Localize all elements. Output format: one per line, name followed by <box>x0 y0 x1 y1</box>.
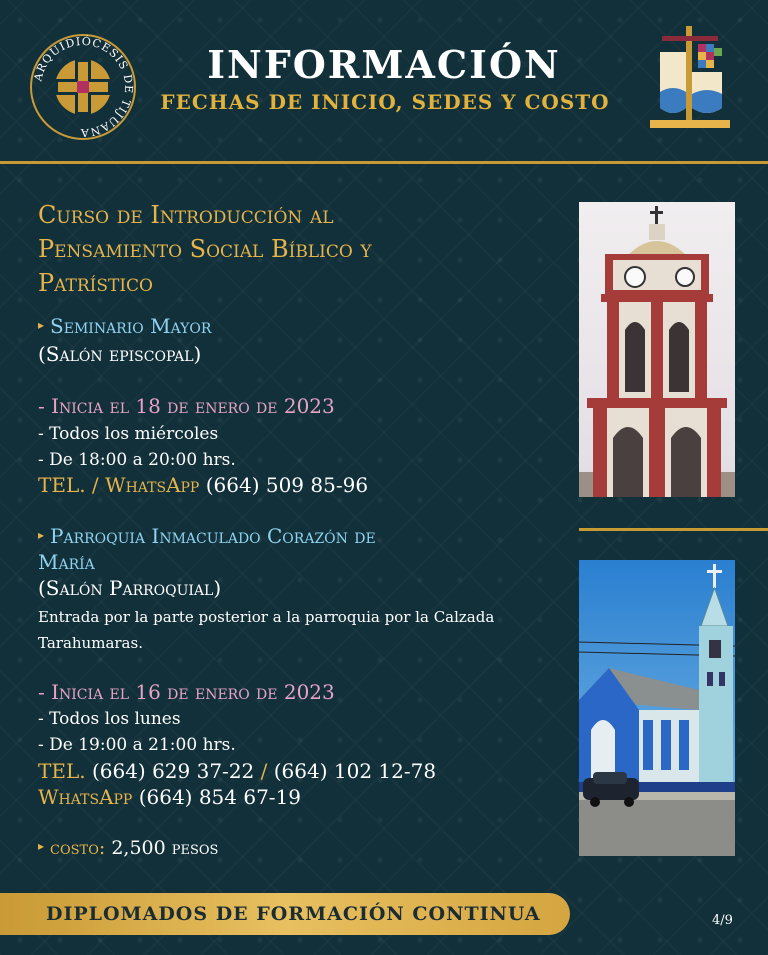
footer-label: DIPLOMADOS DE FORMACIÓN CONTINUA <box>46 903 541 925</box>
bullet-icon: ▸ <box>38 839 45 853</box>
course-title-line: Curso de Introducción al <box>38 201 334 229</box>
venue2-name-row <box>38 524 376 548</box>
venue2-whatsapp-row <box>38 785 301 809</box>
venue2-note-line2: Tarahumaras. <box>38 634 143 652</box>
venue2-tel-separator: / <box>260 759 268 783</box>
header <box>0 0 768 165</box>
coat-of-arms-logo <box>640 22 740 134</box>
venue2-tel-label: TEL. <box>38 759 86 783</box>
venue2-name-line1: Parroquia Inmaculado Corazón de <box>50 524 376 548</box>
course-title-line: Patrístico <box>38 269 153 297</box>
venue1-name-row <box>38 314 211 338</box>
course-title <box>38 198 558 300</box>
header-divider <box>0 161 768 164</box>
venue2-tel-value1: (664) 629 37-22 <box>91 759 255 783</box>
venue2-room: (Salón Parroquial) <box>38 576 222 600</box>
bullet-icon: ▸ <box>38 318 45 332</box>
venue1-room: (Salón episcopal) <box>38 342 202 366</box>
venue1-tel-value: (664) 509 85-96 <box>205 473 369 497</box>
bullet-icon: ▸ <box>38 528 45 542</box>
venue1-name: Seminario Mayor <box>50 314 212 338</box>
page-title: INFORMACIÓN <box>207 42 561 87</box>
seminary-bell-tower-photo <box>579 202 735 497</box>
archdiocese-logo <box>28 32 138 142</box>
venue1-start-date: - Inicia el 18 de enero de 2023 <box>38 394 335 418</box>
venue2-note-line1: Entrada por la parte posterior a la parroquia por la Calzada <box>38 608 495 626</box>
venue2-name-line2: María <box>38 550 95 574</box>
page-subtitle: FECHAS DE INICIO, SEDES Y COSTO <box>160 90 610 114</box>
venue2-start-date: - Inicia el 16 de enero de 2023 <box>38 680 335 704</box>
svg-text:ARQUIDIÓCESIS DE TIJUANA: ARQUIDIÓCESIS DE TIJUANA <box>31 34 136 140</box>
cost-label: costo: <box>50 837 106 859</box>
venue1-days: - Todos los miércoles <box>38 424 219 444</box>
venue2-days: - Todos los lunes <box>38 709 181 729</box>
parish-church-photo <box>579 560 735 856</box>
page-number: 4/9 <box>712 913 733 928</box>
venue1-tel-label: TEL. / WhatsApp <box>38 473 200 497</box>
venue2-whatsapp-label: WhatsApp <box>38 785 133 809</box>
venue2-phone-row <box>38 759 436 783</box>
course-title-line: Pensamiento Social Bíblico y <box>38 235 372 263</box>
venue1-hours: - De 18:00 a 20:00 hrs. <box>38 450 236 470</box>
cost-value: 2,500 pesos <box>111 837 219 859</box>
venue2-hours: - De 19:00 a 21:00 hrs. <box>38 735 236 755</box>
section-divider <box>579 528 768 531</box>
cost-row <box>38 837 218 859</box>
venue2-whatsapp-value: (664) 854 67-19 <box>138 785 302 809</box>
venue1-phone-row <box>38 473 368 497</box>
venue2-tel-value2: (664) 102 12-78 <box>273 759 437 783</box>
